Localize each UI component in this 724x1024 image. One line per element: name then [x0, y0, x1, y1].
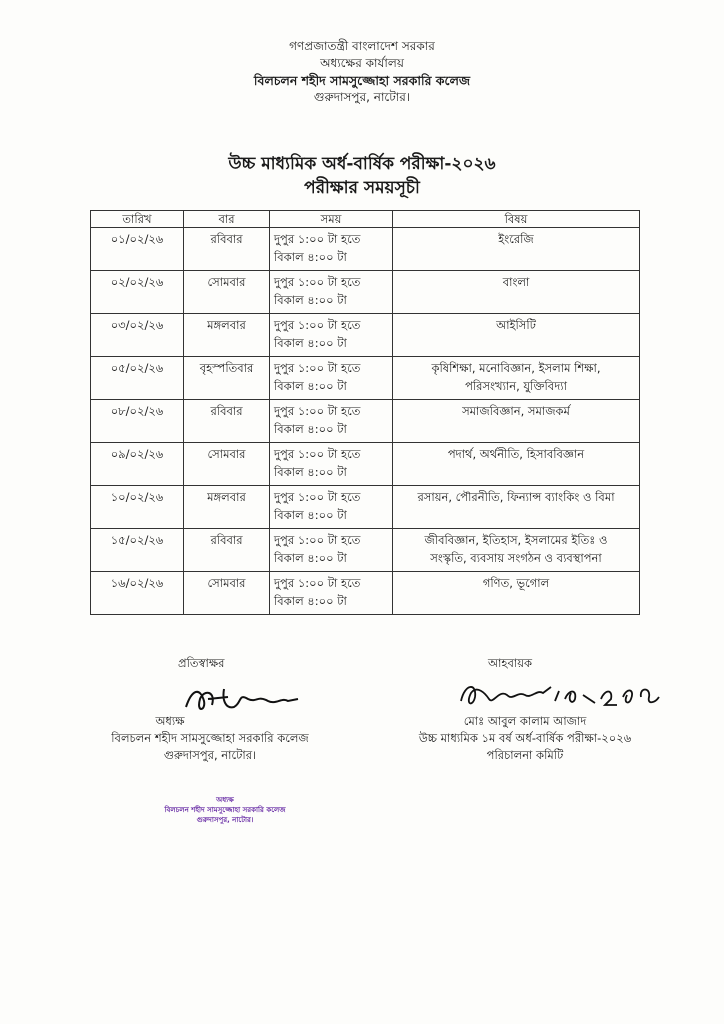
college-name: বিলচলন শহীদ সামসুজ্জোহা সরকারি কলেজ: [253, 73, 471, 88]
table-body: [91, 228, 640, 615]
convener-name: মোঃ আবুল কালাম আজাদ: [463, 714, 587, 728]
cell-subject-line: ইংরেজি: [498, 232, 534, 246]
cell-time: [270, 357, 393, 400]
cell-date: [91, 400, 184, 443]
cell-day: [184, 400, 270, 443]
table-row: [91, 400, 640, 443]
office-name: অধ্যক্ষের কার্যালয়: [320, 56, 404, 70]
cell-subject: [393, 400, 640, 443]
cell-time-line: দুপুর ১:০০ টা হতে: [274, 404, 361, 418]
cell-time: [270, 271, 393, 314]
cell-subject: [393, 228, 640, 271]
cell-subject-line: রসায়ন, পৌরনীতি, ফিন্যান্স ব্যাংকিং ও বিমা: [417, 490, 615, 504]
cell-time-line: দুপুর ১:০০ টা হতে: [274, 318, 361, 332]
cell-day-line: বৃহস্পতিবার: [199, 361, 254, 375]
cell-subject: [393, 486, 640, 529]
cell-subject-line: জীববিজ্ঞান, ইতিহাস, ইসলামের ইতিঃ ও: [424, 533, 608, 547]
principal-block: [60, 713, 360, 764]
principal-address: গুরুদাসপুর, নাটোর।: [163, 748, 257, 762]
cell-date-line: ০৫/০২/২৬: [110, 361, 164, 375]
cell-time-line: বিকাল ৪:০০ টা: [274, 422, 347, 436]
cell-subject: [393, 529, 640, 572]
cell-subject-line: গণিত, ভূগোল: [482, 576, 550, 590]
cell-date: [91, 228, 184, 271]
cell-date-line: ০৮/০২/২৬: [110, 404, 164, 418]
seal-designation: অধ্যক্ষ: [216, 796, 234, 804]
principal-seal: [140, 795, 310, 825]
cell-day: [184, 271, 270, 314]
cell-time-line: বিকাল ৪:০০ টা: [274, 508, 347, 522]
convener-committee-line2: পরিচালনা কমিটি: [486, 748, 564, 762]
table-row: [91, 228, 640, 271]
cell-time-line: বিকাল ৪:০০ টা: [274, 250, 347, 264]
cell-time: [270, 486, 393, 529]
cell-date: [91, 271, 184, 314]
cell-date: [91, 529, 184, 572]
cell-day-line: রবিবার: [210, 533, 243, 547]
cell-date: [91, 443, 184, 486]
table-row: [91, 314, 640, 357]
table-row: [91, 529, 640, 572]
cell-day-line: রবিবার: [210, 404, 243, 418]
convener-block: [375, 713, 675, 764]
cell-subject: [393, 314, 640, 357]
cell-day: [184, 314, 270, 357]
cell-subject-line: বাংলা: [502, 275, 530, 289]
cell-day: [184, 529, 270, 572]
schedule-table: [90, 210, 640, 615]
cell-day: [184, 357, 270, 400]
cell-day-line: মঙ্গলবার: [207, 318, 246, 332]
table-row: [91, 443, 640, 486]
cell-day: [184, 572, 270, 615]
cell-date: [91, 314, 184, 357]
cell-time: [270, 443, 393, 486]
principal-designation: অধ্যক্ষ: [155, 714, 185, 728]
cell-date-line: ০২/০২/২৬: [110, 275, 164, 289]
seal-address: গুরুদাসপুর, নাটোর।: [196, 816, 254, 824]
cell-day: [184, 228, 270, 271]
seal-college: বিলচলন শহীদ সামসুজ্জোহা সরকারি কলেজ: [164, 806, 286, 814]
principal-college: বিলচলন শহীদ সামসুজ্জোহা সরকারি কলেজ: [111, 731, 309, 745]
government-name: গণপ্রজাতন্ত্রী বাংলাদেশ সরকার: [289, 39, 435, 53]
cell-date-line: ০৯/০২/২৬: [110, 447, 164, 461]
cell-subject-line: সমাজবিজ্ঞান, সমাজকর্ম: [462, 404, 570, 418]
cell-time-line: বিকাল ৪:০০ টা: [274, 379, 347, 393]
document-title: [0, 152, 724, 200]
convener-signature: [455, 675, 665, 715]
convener-committee: উচ্চ মাধ্যমিক ১ম বর্ষ অর্ধ-বার্ষিক পরীক্ষা-২০২৬: [418, 731, 632, 745]
cell-date: [91, 486, 184, 529]
cell-date: [91, 572, 184, 615]
cell-time-line: দুপুর ১:০০ টা হতে: [274, 447, 361, 461]
cell-day: [184, 486, 270, 529]
column-header-date: তারিখ: [91, 211, 184, 228]
column-header-day: বার: [184, 211, 270, 228]
document-header: [0, 38, 724, 106]
cell-time-line: বিকাল ৪:০০ টা: [274, 551, 347, 565]
countersign-label: প্রতিস্বাক্ষর: [178, 656, 225, 670]
cell-subject-line: সংস্কৃতি, ব্যবসায় সংগঠন ও ব্যবস্থাপনা: [430, 551, 602, 565]
cell-time-line: বিকাল ৪:০০ টা: [274, 465, 347, 479]
cell-time: [270, 228, 393, 271]
cell-subject-line: পদার্থ, অর্থনীতি, হিসাববিজ্ঞান: [447, 447, 585, 461]
convener-label: আহবায়ক: [488, 656, 533, 670]
column-header-time: সময়: [270, 211, 393, 228]
table-row: [91, 357, 640, 400]
cell-subject: [393, 443, 640, 486]
cell-day-line: সোমবার: [207, 576, 246, 590]
cell-time: [270, 529, 393, 572]
cell-time-line: বিকাল ৪:০০ টা: [274, 594, 347, 608]
cell-day-line: মঙ্গলবার: [207, 490, 246, 504]
cell-subject-line: কৃষিশিক্ষা, মনোবিজ্ঞান, ইসলাম শিক্ষা,: [431, 361, 601, 375]
column-header-subject: বিষয়: [393, 211, 640, 228]
table-row: [91, 271, 640, 314]
cell-day-line: সোমবার: [207, 275, 246, 289]
cell-time-line: দুপুর ১:০০ টা হতে: [274, 576, 361, 590]
cell-date: [91, 357, 184, 400]
exam-title: উচ্চ মাধ্যমিক অর্ধ-বার্ষিক পরীক্ষা-২০২৬: [228, 154, 496, 174]
cell-subject: [393, 271, 640, 314]
cell-time-line: দুপুর ১:০০ টা হতে: [274, 275, 361, 289]
cell-date-line: ১৬/০২/২৬: [110, 576, 164, 590]
cell-time-line: বিকাল ৪:০০ টা: [274, 293, 347, 307]
cell-day-line: সোমবার: [207, 447, 246, 461]
table-header-row: [91, 211, 640, 228]
cell-date-line: ০৩/০২/২৬: [110, 318, 164, 332]
table-row: [91, 486, 640, 529]
college-address: গুরুদাসপুর, নাটোর।: [313, 90, 411, 104]
cell-time-line: দুপুর ১:০০ টা হতে: [274, 533, 361, 547]
table-row: [91, 572, 640, 615]
cell-time: [270, 572, 393, 615]
cell-subject: [393, 357, 640, 400]
cell-time-line: বিকাল ৪:০০ টা: [274, 336, 347, 350]
cell-time: [270, 400, 393, 443]
schedule-title: পরীক্ষার সময়সূচী: [304, 178, 420, 198]
cell-time: [270, 314, 393, 357]
cell-date-line: ০১/০২/২৬: [110, 232, 164, 246]
cell-subject-line: আইসিটি: [496, 318, 536, 332]
cell-day: [184, 443, 270, 486]
cell-day-line: রবিবার: [210, 232, 243, 246]
cell-time-line: দুপুর ১:০০ টা হতে: [274, 232, 361, 246]
cell-time-line: দুপুর ১:০০ টা হতে: [274, 490, 361, 504]
cell-time-line: দুপুর ১:০০ টা হতে: [274, 361, 361, 375]
cell-subject: [393, 572, 640, 615]
cell-date-line: ১০/০২/২৬: [110, 490, 164, 504]
cell-date-line: ১৫/০২/২৬: [110, 533, 164, 547]
cell-subject-line: পরিসংখ্যান, যুক্তিবিদ্যা: [465, 379, 567, 393]
